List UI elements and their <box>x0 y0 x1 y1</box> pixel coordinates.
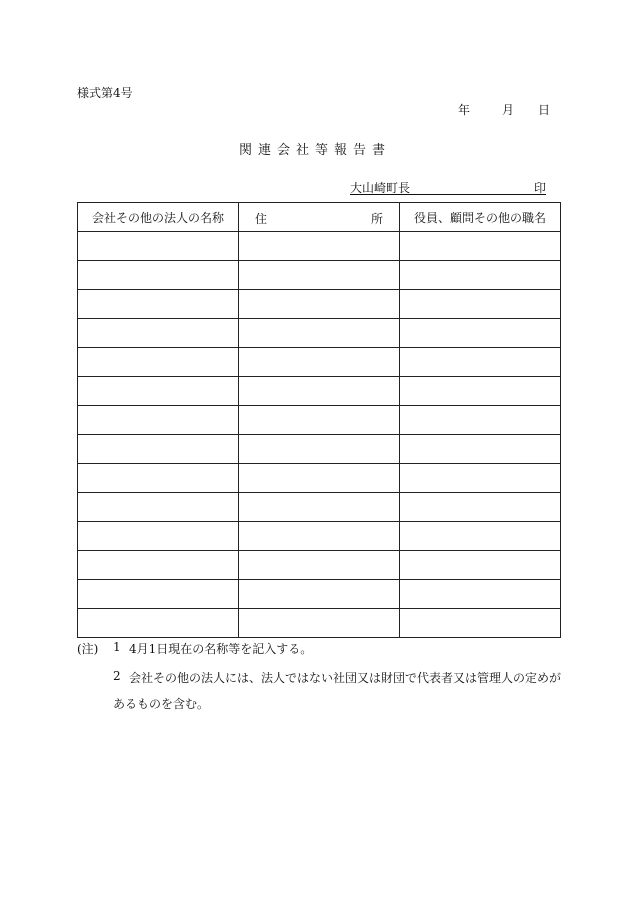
position-cell[interactable] <box>400 377 561 406</box>
position-cell[interactable] <box>400 580 561 609</box>
company-name-cell[interactable] <box>78 406 239 435</box>
signature-line <box>350 179 546 195</box>
address-cell[interactable] <box>239 377 400 406</box>
table-row <box>78 580 561 609</box>
position-cell[interactable] <box>400 464 561 493</box>
company-name-cell[interactable] <box>78 261 239 290</box>
table-row <box>78 551 561 580</box>
header-address <box>239 203 400 232</box>
header-address-left: 住 <box>255 212 268 226</box>
address-cell[interactable] <box>239 580 400 609</box>
date-month: 月 <box>502 103 515 117</box>
company-name-cell[interactable] <box>78 580 239 609</box>
address-cell[interactable] <box>239 261 400 290</box>
table-row <box>78 348 561 377</box>
address-cell[interactable] <box>239 609 400 638</box>
position-cell[interactable] <box>400 406 561 435</box>
notes-label: (注) <box>77 642 99 656</box>
company-name-cell[interactable] <box>78 232 239 261</box>
note-1-text: 4月1日現在の名称等を記入する。 <box>129 642 313 656</box>
header-position: 役員、顧問その他の職名 <box>400 203 561 232</box>
address-cell[interactable] <box>239 464 400 493</box>
address-cell[interactable] <box>239 406 400 435</box>
address-cell[interactable] <box>239 348 400 377</box>
note-2-continuation: あるものを含む。 <box>113 697 210 711</box>
address-cell[interactable] <box>239 319 400 348</box>
company-name-cell[interactable] <box>78 435 239 464</box>
note-2-text: 会社その他の法人には、法人ではない社団又は財団で代表者又は管理人の定めが <box>129 671 562 685</box>
position-cell[interactable] <box>400 290 561 319</box>
company-name-cell[interactable] <box>78 464 239 493</box>
position-cell[interactable] <box>400 609 561 638</box>
table-body <box>78 232 561 638</box>
address-cell[interactable] <box>239 435 400 464</box>
company-name-cell[interactable] <box>78 522 239 551</box>
seal-mark: 印 <box>533 181 546 195</box>
document-title: 関連会社等報告書 <box>238 143 391 158</box>
company-name-cell[interactable] <box>78 493 239 522</box>
note-1-number: 1 <box>113 640 121 654</box>
table-row <box>78 261 561 290</box>
company-name-cell[interactable] <box>78 290 239 319</box>
position-cell[interactable] <box>400 261 561 290</box>
position-cell[interactable] <box>400 232 561 261</box>
address-cell[interactable] <box>239 522 400 551</box>
table-row <box>78 435 561 464</box>
position-cell[interactable] <box>400 348 561 377</box>
header-address-right: 所 <box>370 212 383 226</box>
report-table <box>77 202 561 638</box>
date-day: 日 <box>538 103 551 117</box>
table-row <box>78 319 561 348</box>
note-2-number: 2 <box>113 669 121 683</box>
table-row <box>78 464 561 493</box>
address-cell[interactable] <box>239 551 400 580</box>
table-row <box>78 493 561 522</box>
table-row <box>78 290 561 319</box>
table-row <box>78 609 561 638</box>
table-row <box>78 377 561 406</box>
company-name-cell[interactable] <box>78 319 239 348</box>
address-cell[interactable] <box>239 290 400 319</box>
position-cell[interactable] <box>400 435 561 464</box>
position-cell[interactable] <box>400 319 561 348</box>
position-cell[interactable] <box>400 493 561 522</box>
company-name-cell[interactable] <box>78 377 239 406</box>
address-cell[interactable] <box>239 493 400 522</box>
company-name-cell[interactable] <box>78 551 239 580</box>
date-year: 年 <box>458 103 471 117</box>
table-header-row <box>78 203 561 232</box>
address-cell[interactable] <box>239 232 400 261</box>
table-row <box>78 406 561 435</box>
position-cell[interactable] <box>400 551 561 580</box>
table-row <box>78 232 561 261</box>
date-line <box>458 101 550 118</box>
position-cell[interactable] <box>400 522 561 551</box>
company-name-cell[interactable] <box>78 348 239 377</box>
signer-name: 大山崎町長 <box>350 181 411 195</box>
company-name-cell[interactable] <box>78 609 239 638</box>
header-company-name: 会社その他の法人の名称 <box>78 203 239 232</box>
table-row <box>78 522 561 551</box>
form-number: 様式第4号 <box>77 86 133 100</box>
